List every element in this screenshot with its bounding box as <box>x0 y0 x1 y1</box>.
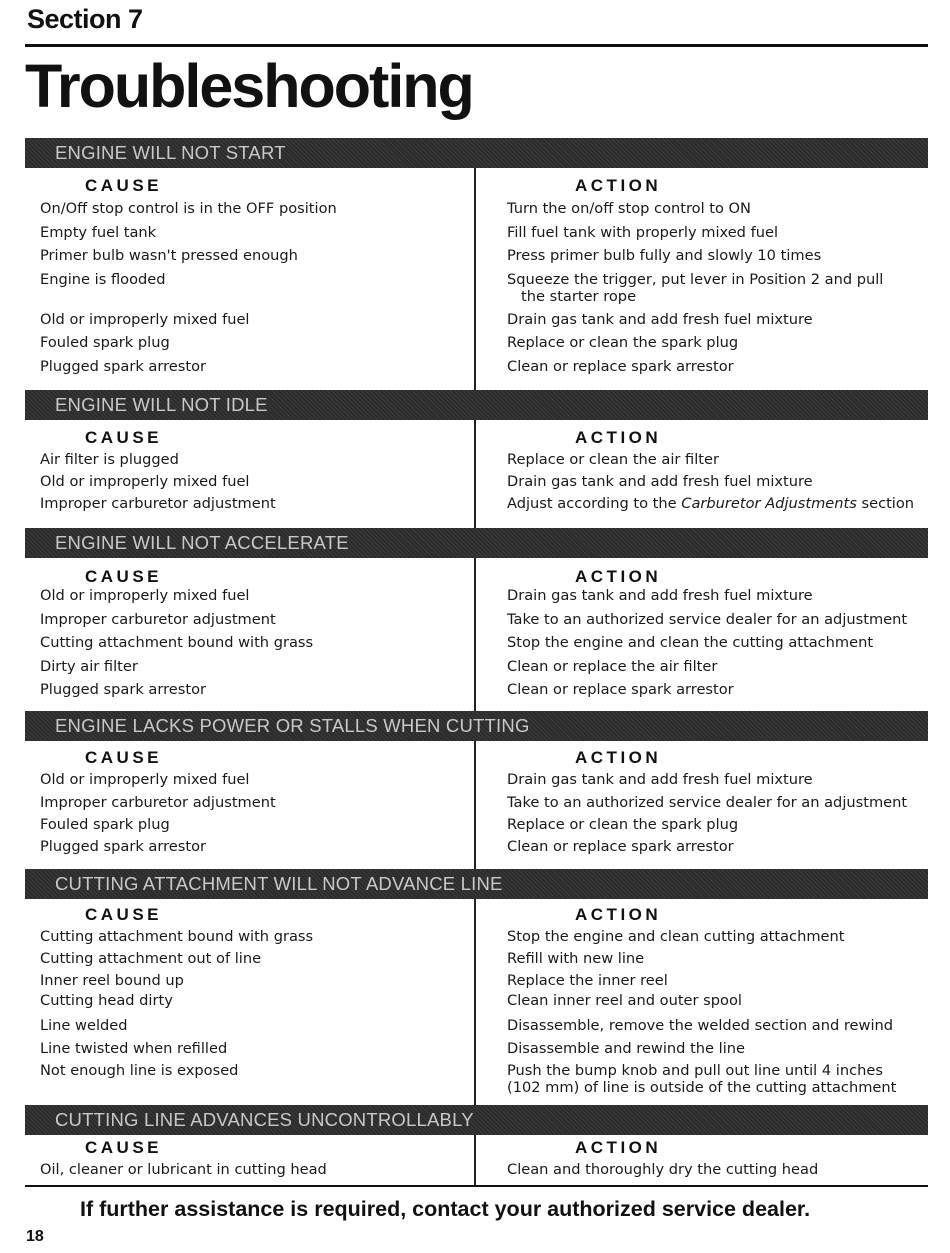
section-heading-band <box>25 869 928 899</box>
action-text <box>507 271 925 305</box>
action-text: Clean or replace spark arrestor <box>507 681 734 698</box>
action-text: Clean or replace the air filter <box>507 658 718 675</box>
cause-column-header: CAUSE <box>85 567 163 586</box>
section-engine-will-not-start <box>25 138 928 390</box>
action-text: Replace or clean the air filter <box>507 451 719 468</box>
cause-text: Plugged spark arrestor <box>40 838 207 855</box>
cause-text: Improper carburetor adjustment <box>40 611 276 628</box>
action-text: Disassemble and rewind the line <box>507 1040 745 1057</box>
action-text: Replace or clean the spark plug <box>507 334 739 351</box>
cause-text: Dirty air filter <box>40 658 138 675</box>
section-heading: CUTTING LINE ADVANCES UNCONTROLLABLY <box>55 1109 474 1130</box>
cause-text: Line twisted when refilled <box>40 1040 228 1057</box>
action-column-header: ACTION <box>575 1138 662 1157</box>
action-text: Drain gas tank and add fresh fuel mixture <box>507 311 813 328</box>
action-text: Take to an authorized service dealer for an adjustment <box>507 611 908 628</box>
action-text: Stop the engine and clean cutting attachment <box>507 928 845 945</box>
action-text-suffix: section <box>856 495 915 512</box>
cause-column-header: CAUSE <box>85 748 163 767</box>
section-heading: ENGINE WILL NOT START <box>55 142 286 163</box>
cause-text: Primer bulb wasn't pressed enough <box>40 247 298 264</box>
cause-text: Plugged spark arrestor <box>40 681 207 698</box>
action-text: Drain gas tank and add fresh fuel mixture <box>507 473 813 490</box>
cause-text: Fouled spark plug <box>40 334 170 351</box>
action-text: Drain gas tank and add fresh fuel mixture <box>507 587 813 604</box>
action-column-header: ACTION <box>575 748 662 767</box>
column-divider <box>474 741 476 869</box>
action-text <box>507 495 925 512</box>
action-text: Drain gas tank and add fresh fuel mixture <box>507 771 813 788</box>
column-divider <box>474 420 476 528</box>
section-heading: ENGINE WILL NOT IDLE <box>55 394 268 415</box>
cause-text: Inner reel bound up <box>40 972 184 989</box>
cause-text: Empty fuel tank <box>40 224 157 241</box>
cause-text: Line welded <box>40 1017 128 1034</box>
action-text-prefix: Adjust according to the <box>507 495 682 512</box>
cause-text: Cutting attachment bound with grass <box>40 634 314 651</box>
cause-text: Plugged spark arrestor <box>40 358 207 375</box>
action-text: Clean and thoroughly dry the cutting head <box>507 1161 819 1178</box>
section-cutting-line-advances-uncontrollably <box>25 1105 928 1185</box>
cause-text: Old or improperly mixed fuel <box>40 771 250 788</box>
section-heading: ENGINE LACKS POWER OR STALLS WHEN CUTTING <box>55 715 530 736</box>
section-engine-lacks-power <box>25 711 928 869</box>
action-text: Disassemble, remove the welded section and rewind <box>507 1017 894 1034</box>
cause-text: Cutting attachment bound with grass <box>40 928 314 945</box>
section-cutting-attachment-will-not-advance-line <box>25 869 928 1105</box>
carburetor-adjustments-reference: Carburetor Adjustments <box>681 495 857 512</box>
action-text: Replace or clean the spark plug <box>507 816 739 833</box>
column-divider <box>474 558 476 711</box>
section-engine-will-not-accelerate <box>25 528 928 711</box>
cause-text: On/Off stop control is in the OFF position <box>40 200 337 217</box>
column-divider <box>474 899 476 1105</box>
action-text: Press primer bulb fully and slowly 10 times <box>507 247 822 264</box>
action-column-header: ACTION <box>575 428 662 447</box>
action-text <box>507 1062 925 1096</box>
cause-text: Engine is flooded <box>40 271 166 288</box>
column-divider <box>474 168 476 390</box>
cause-text: Old or improperly mixed fuel <box>40 587 250 604</box>
action-column-header: ACTION <box>575 905 662 924</box>
section-heading-band <box>25 138 928 168</box>
page-number: 18 <box>26 1228 44 1245</box>
action-text: Turn the on/off stop control to ON <box>507 200 751 217</box>
column-divider <box>474 1135 476 1185</box>
page-title: Troubleshooting <box>25 52 473 120</box>
cause-text: Improper carburetor adjustment <box>40 794 276 811</box>
action-text: Clean or replace spark arrestor <box>507 358 734 375</box>
top-rule <box>25 44 928 47</box>
action-line: Push the bump knob and pull out line until 4 inches <box>507 1062 883 1079</box>
cause-text: Cutting attachment out of line <box>40 950 262 967</box>
cause-text: Old or improperly mixed fuel <box>40 473 250 490</box>
action-line: Squeeze the trigger, put lever in Position 2 and pull <box>507 271 884 288</box>
section-engine-will-not-idle <box>25 390 928 528</box>
action-continuation: (102 mm) of line is outside of the cutting attachment <box>507 1079 897 1096</box>
section-label: Section 7 <box>27 4 143 34</box>
section-heading-band <box>25 711 928 741</box>
action-text: Refill with new line <box>507 950 645 967</box>
action-column-header: ACTION <box>575 176 662 195</box>
action-text: Stop the engine and clean the cutting attachment <box>507 634 874 651</box>
cause-text: Fouled spark plug <box>40 816 170 833</box>
cause-column-header: CAUSE <box>85 905 163 924</box>
action-continuation: the starter rope <box>521 288 637 305</box>
section-heading-band <box>25 1105 928 1135</box>
section-heading-band <box>25 390 928 420</box>
cause-text: Old or improperly mixed fuel <box>40 311 250 328</box>
cause-text: Oil, cleaner or lubricant in cutting head <box>40 1161 327 1178</box>
section-heading: CUTTING ATTACHMENT WILL NOT ADVANCE LINE <box>55 873 503 894</box>
cause-text: Not enough line is exposed <box>40 1062 239 1079</box>
cause-column-header: CAUSE <box>85 1138 163 1157</box>
bottom-rule <box>25 1185 928 1187</box>
action-text: Clean inner reel and outer spool <box>507 992 742 1009</box>
section-heading-band <box>25 528 928 558</box>
footer-note: If further assistance is required, contact your authorized service dealer. <box>80 1197 811 1221</box>
cause-column-header: CAUSE <box>85 176 163 195</box>
action-text: Replace the inner reel <box>507 972 668 989</box>
action-text: Take to an authorized service dealer for an adjustment <box>507 794 908 811</box>
cause-column-header: CAUSE <box>85 428 163 447</box>
action-text: Clean or replace spark arrestor <box>507 838 734 855</box>
cause-text: Cutting head dirty <box>40 992 173 1009</box>
cause-text: Improper carburetor adjustment <box>40 495 276 512</box>
action-column-header: ACTION <box>575 567 662 586</box>
section-heading: ENGINE WILL NOT ACCELERATE <box>55 532 349 553</box>
action-text: Fill fuel tank with properly mixed fuel <box>507 224 779 241</box>
cause-text: Air filter is plugged <box>40 451 179 468</box>
